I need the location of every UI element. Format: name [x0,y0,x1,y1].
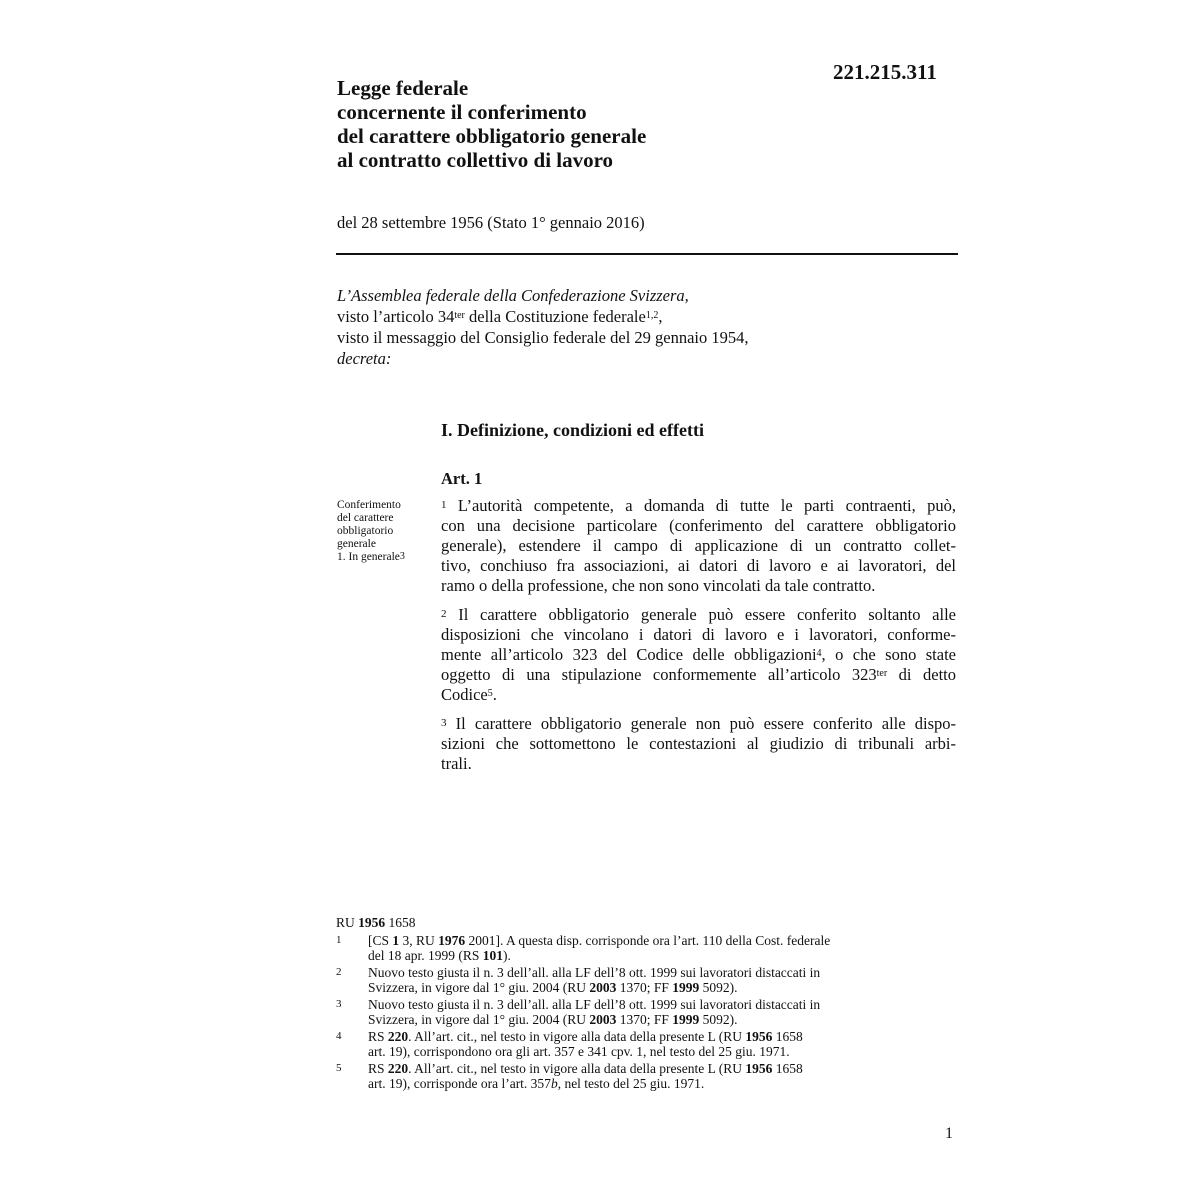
footnote: 4 RS 220. All’art. cit., nel testo in vigore alla data della presente L (RU 1956 1658 art. 19), corrispondono ora gli art. 357 e 341 cpv. 1, nel testo del 25 giu. 1971. [336,1028,803,1059]
paragraph-number: 1 [441,499,447,511]
sr-number: 221.215.311 [833,60,937,84]
article-heading: Art. 1 [441,469,483,488]
official-compilation-ref: RU 1956 1658 [336,915,416,930]
margin-note-line: del carattere [337,512,394,524]
footnote-number: 4 [336,1029,342,1042]
margin-note [337,499,432,564]
preamble-visto-constitution: visto l’articolo $34^{ter}$ della Costituzione federale$^{1,2}$, [337,307,663,326]
footnote-ref[interactable]: 3 [399,551,405,562]
paragraph-number: 3 [441,717,447,729]
margin-note-line: generale [337,538,376,550]
paragraph-1: $^1$ L’autorità competente, a domanda di tutte le parti contraenti, può, con una decisione particolare (conferimento del carattere obbligatorio generale), estendere il campo di applicazione di un contratto collet- tivo, conchiuso fra associazioni, ai datori di lavoro e ai lavoratori, del ramo o della professione, che non sono vincolati da tale contratto. [441,496,956,595]
footnote-ref[interactable]: 5 [487,688,493,699]
title-divider [336,253,958,255]
footnote: 2 Nuovo testo giusta il n. 3 dell’all. alla LF dell’8 ott. 1999 sui lavoratori distaccati in Svizzera, in vigore dal 1° giu. 2004 (RU 2003 1370; FF 1999 5092). [336,964,821,995]
paragraph-number: 2 [441,608,447,620]
footnote-ref[interactable]: 4 [816,648,822,659]
footnote-ref[interactable]: 1,2 [645,310,659,321]
law-date: del 28 settembre 1956 (Stato 1° gennaio 2016) [337,213,645,232]
footnote-number: 3 [336,997,342,1010]
law-title [337,76,797,172]
preamble-visto-message: visto il messaggio del Consiglio federale del 29 gennaio 1954, [337,328,749,347]
footnotes [336,915,936,1093]
footnote-number: 2 [336,965,342,978]
preamble-authority: L’Assemblea federale della Confederazione Svizzera, [337,286,689,305]
margin-note-line: Conferimento [337,499,401,511]
footnote-number: 1 [336,933,342,946]
preamble-decreta: decreta: [337,349,392,368]
article-body [441,496,956,783]
title-line: concernente il conferimento [337,100,587,124]
title-line: Legge federale [337,76,469,100]
footnote: 1 [CS 1 3, RU 1976 2001]. A questa disp. corrisponde ora l’art. 110 della Cost. federale del 18 apr. 1999 (RS 101). [336,932,831,963]
margin-note-line: obbligatorio [337,525,394,537]
paragraph-2: $^2$ Il carattere obbligatorio generale può essere conferito soltanto alle disposizioni che vincolano i datori di lavoro e i lavoratori, conforme- mente all’articolo 323 del Codice delle obbligazioni$^4$, o che sono state oggetto di una stipulazione conformemente all’articolo $323^{ter}$ di detto Codice$^5$. [441,605,957,704]
paragraph-3: $^3$ Il carattere obbligatorio generale non può essere conferito alle dispo- sizioni che sottomettono le contestazioni al giudizio di tribunali arbi- trali. [441,714,956,773]
preamble [337,285,957,369]
margin-note-subtitle: 1. In generale$^3$ [337,551,405,563]
footnote: 5 RS 220. All’art. cit., nel testo in vigore alla data della presente L (RU 1956 1658 art. 19), corrisponde ora l’art. 357b, nel testo del 25 giu. 1971. [336,1060,803,1091]
footnote-number: 5 [336,1061,342,1074]
section-heading: I. Definizione, condizioni ed effetti [441,420,704,440]
title-line: al contratto collettivo di lavoro [337,148,614,172]
footnote: 3 Nuovo testo giusta il n. 3 dell’all. alla LF dell’8 ott. 1999 sui lavoratori distaccati in Svizzera, in vigore dal 1° giu. 2004 (RU 2003 1370; FF 1999 5092). [336,996,821,1027]
title-line: del carattere obbligatorio generale [337,124,647,148]
page-number: 1 [945,1125,953,1142]
